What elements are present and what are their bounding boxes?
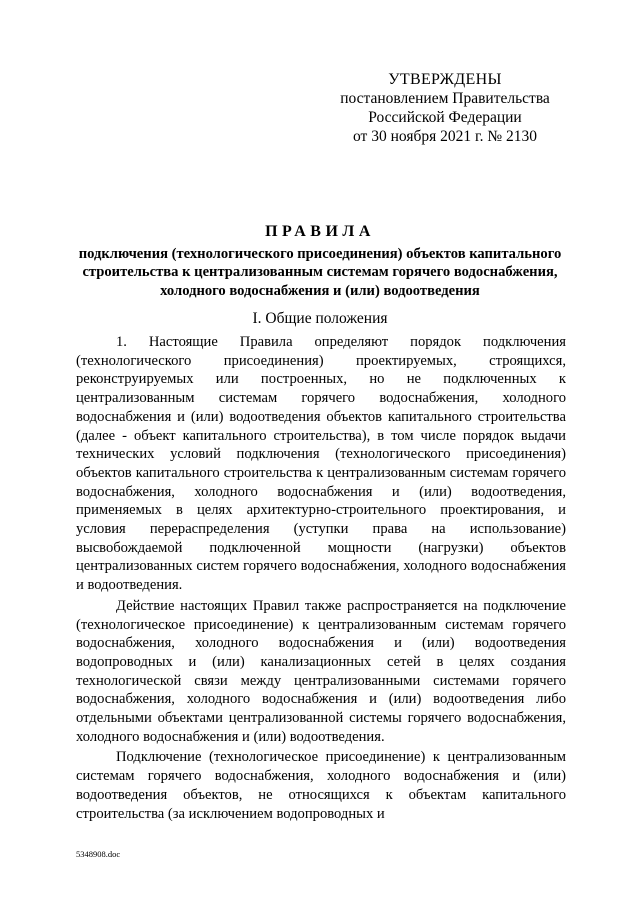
document-body — [76, 333, 566, 823]
approval-line-2: Российской Федерации — [368, 109, 522, 126]
document-title: ПРАВИЛА — [265, 223, 375, 240]
approval-line-1: постановлением Правительства — [340, 90, 550, 107]
paragraph-2: Действие настоящих Правил также распространяется на подключение (технологическое присоединение) к централизованным системам горячего водоснабжения, холодного водоснабжения и (или) водоотведения водопроводных и (или) канализационных сетей в целях создания технологической связи между централизованными системами горячего водоснабжения, холодного водоснабжения и (или) водоотведения либо отдельными объектами централизованной системы горячего водоснабжения, холодного водоснабжения и (или) водоотведения. — [76, 597, 566, 745]
footer-filename: 5348908.doc — [76, 849, 121, 859]
approval-stamp — [330, 70, 560, 146]
paragraph-3: Подключение (технологическое присоединение) к централизованным системам горячего водоснабжения, холодного водоснабжения и (или) водоотведения объектов, не относящихся к объектам капитального строительства (за исключением водопроводных и — [76, 749, 566, 822]
document-subtitle: подключения (технологического присоединения) объектов капитального строительства к централизованным системам горячего водоснабжения, холодного водоснабжения и (или) водоотведения — [78, 246, 562, 299]
paragraph-1: 1. Настоящие Правила определяют порядок подключения (технологического присоединения) проектируемых, строящихся, реконструируемых или построенных, но не подключенных к централизованным системам горячего водоснабжения, холодного водоснабжения и (или) водоотведения объектов капитального строительства (далее - объект капитального строительства), в том числе порядок выдачи технических условий подключения (технологического присоединения) объектов капитального строительства к централизованным системам горячего водоснабжения, холодного водоснабжения и (или) водоотведения, применяемых в целях архитектурно-строительного проектирования, и условия перераспределения (уступки права на использование) высвобождаемой подключенной мощности (нагрузки) объектов централизованных систем горячего водоснабжения, холодного водоснабжения и водоотведения. — [76, 334, 566, 594]
approval-heading: УТВЕРЖДЕНЫ — [388, 71, 502, 88]
section-heading: I. Общие положения — [252, 310, 388, 327]
approval-line-3: от 30 ноября 2021 г. № 2130 — [353, 128, 537, 145]
